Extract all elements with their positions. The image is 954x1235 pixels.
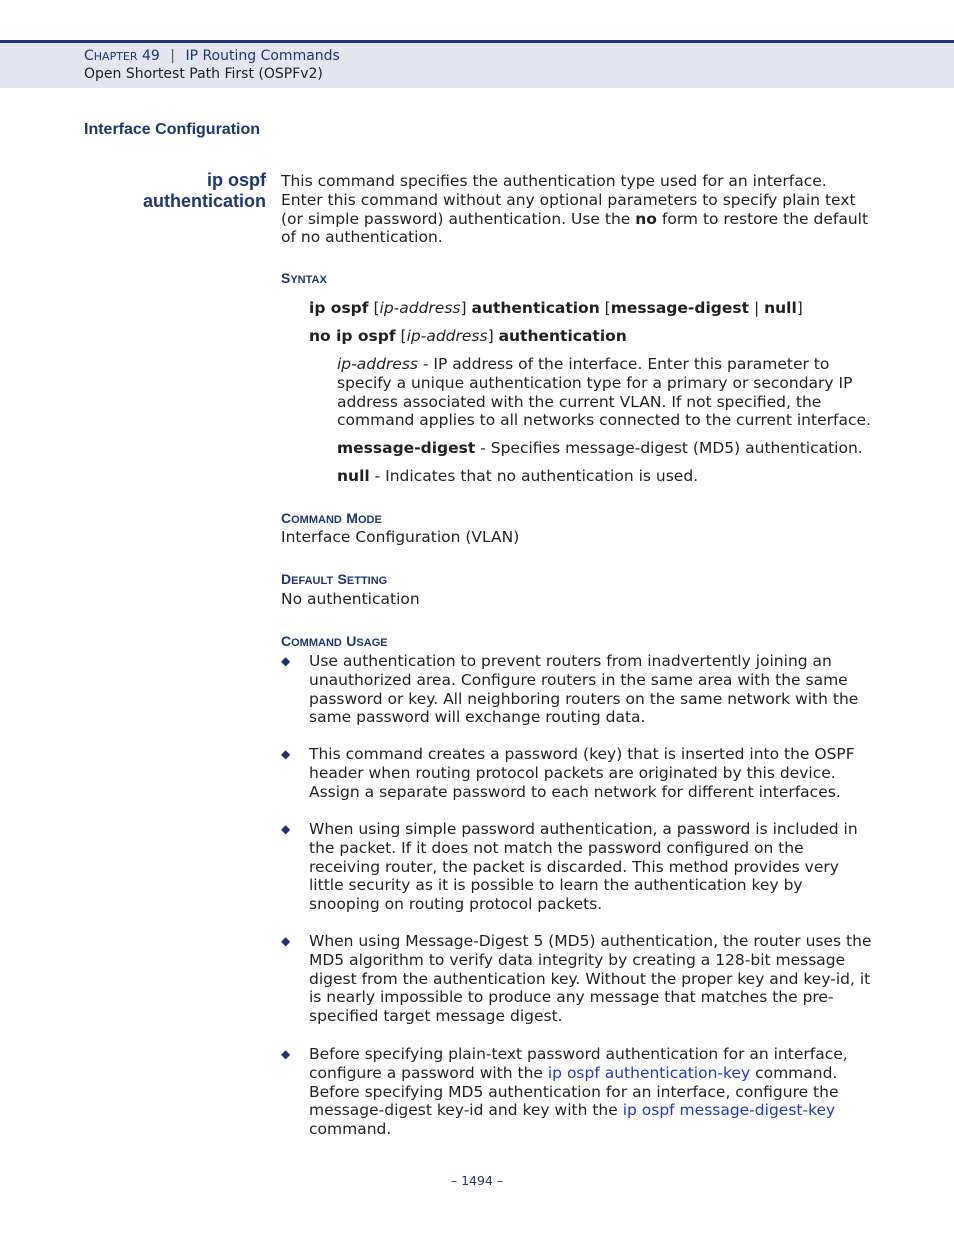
param-null xyxy=(337,467,877,486)
heading-rest: OMMAND xyxy=(291,514,342,526)
heading-initial: S xyxy=(337,571,347,587)
command-mode-value: Interface Configuration (VLAN) xyxy=(281,528,520,546)
command-name-line2: authentication xyxy=(142,191,266,211)
running-header xyxy=(0,40,954,88)
diamond-bullet-icon: ◆ xyxy=(281,654,291,668)
usage-bullet-text: Use authentication to prevent routers from inadvertently joining an unauthorized area. Configure routers in the same area with the same password or key. All neighboring routers on the same network with the same password will exchange routing data. xyxy=(309,652,859,727)
diamond-bullet-icon: ◆ xyxy=(281,1047,291,1061)
param-desc: - IP address of the interface. Enter this parameter to specify a unique authentication type for a primary or secondary IP address associated with the current VLAN. If not specified, the command applies to all networks connected to the current interface. xyxy=(337,355,871,430)
usage-bullet-text: When using Message-Digest 5 (MD5) authentication, the router uses the MD5 algorithm to verify data integrity by creating a 128-bit message digest from the authentication key. Without the proper key and key-id, it is nearly impossible to produce any message that matches the pre-specified target message digest. xyxy=(309,932,872,1026)
section-subtitle: Open Shortest Path First (OSPFv2) xyxy=(84,66,323,82)
param-desc: - Specifies message-digest (MD5) authentication. xyxy=(475,439,863,457)
param-desc: - Indicates that no authentication is used. xyxy=(369,467,699,485)
command-mode-heading xyxy=(281,510,382,528)
heading-initial: C xyxy=(281,510,292,526)
bracket: ] xyxy=(796,299,803,317)
heading-initial: D xyxy=(281,571,292,587)
page-number: – 1494 – xyxy=(450,1173,504,1188)
syntax-option: null xyxy=(764,299,797,317)
syntax-option: message-digest xyxy=(610,299,750,317)
description-text-end: form to restore the default of no authentication. xyxy=(281,209,869,247)
param-name: ip-address xyxy=(337,355,418,373)
bracket: [ xyxy=(368,299,380,317)
syntax-heading xyxy=(281,270,327,288)
command-name xyxy=(66,170,266,212)
usage-text: command. xyxy=(309,1120,392,1139)
usage-bullet-text: When using simple password authentication, a password is included in the packet. If it does not match the password configured on the receiving router, the packet is discarded. This method provides very little security as it is possible to learn the authentication key by snooping on routing protocol packets. xyxy=(309,820,858,914)
description-bold: no xyxy=(635,209,657,228)
link-ip-ospf-authentication-key[interactable]: ip ospf authentication-key xyxy=(547,1063,751,1082)
param-ip-address xyxy=(337,355,877,430)
param-name: null xyxy=(337,467,370,485)
usage-bullet-text xyxy=(309,1045,875,1139)
syntax-keyword: authentication xyxy=(498,327,627,345)
usage-text: command. Before specifying MD5 authentication for an interface, configure the message-digest key-id and key with the xyxy=(309,1063,839,1120)
chapter-prefix-big: C xyxy=(84,48,94,64)
bracket: [ xyxy=(599,299,611,317)
chapter-line xyxy=(84,48,340,64)
diamond-bullet-icon: ◆ xyxy=(281,934,291,948)
heading-initial: U xyxy=(346,633,357,649)
syntax-keyword: authentication xyxy=(471,299,600,317)
heading-rest: ODE xyxy=(357,514,382,526)
param-message-digest xyxy=(337,439,877,458)
chapter-prefix-small: HAPTER xyxy=(93,50,138,63)
default-setting-value: No authentication xyxy=(281,590,420,608)
command-name-line1: ip ospf xyxy=(207,170,266,190)
heading-initial: M xyxy=(346,510,358,526)
chapter-number: 49 xyxy=(141,48,160,64)
syntax-line-1 xyxy=(309,299,803,317)
heading-rest: SAGE xyxy=(356,637,388,649)
bracket: ] xyxy=(460,299,472,317)
link-ip-ospf-message-digest-key[interactable]: ip ospf message-digest-key xyxy=(622,1101,836,1120)
syntax-heading-rest: YNTAX xyxy=(290,274,327,286)
syntax-cmd: no ip ospf xyxy=(309,327,396,345)
section-title: Interface Configuration xyxy=(84,121,261,138)
description-text: This command specifies the authentication type used for an interface. Enter this command without any optional parameters to specify plain text (or simple password) authentication. Use the xyxy=(281,172,856,228)
bracket: [ xyxy=(395,327,407,345)
usage-text: Before specifying plain-text password authentication for an interface, configure a password with the xyxy=(309,1045,848,1082)
syntax-cmd: ip ospf xyxy=(309,299,369,317)
syntax-heading-initial: S xyxy=(281,270,291,286)
syntax-line-2 xyxy=(309,327,627,345)
default-setting-heading xyxy=(281,571,387,589)
syntax-arg: ip-address xyxy=(379,299,461,317)
header-separator: | xyxy=(170,48,175,64)
heading-rest: EFAULT xyxy=(291,575,334,587)
pipe: | xyxy=(749,299,765,317)
param-name: message-digest xyxy=(337,439,476,457)
heading-rest: ETTING xyxy=(346,575,388,587)
diamond-bullet-icon: ◆ xyxy=(281,822,291,836)
diamond-bullet-icon: ◆ xyxy=(281,747,291,761)
bracket: ] xyxy=(487,327,499,345)
chapter-title: IP Routing Commands xyxy=(185,48,340,64)
command-description xyxy=(281,172,873,247)
heading-rest: OMMAND xyxy=(291,637,342,649)
heading-initial: C xyxy=(281,633,292,649)
usage-bullet-text: This command creates a password (key) that is inserted into the OSPF header when routing protocol packets are originated by this device. Assign a separate password to each network for different interfaces. xyxy=(309,745,855,801)
command-usage-heading xyxy=(281,633,388,651)
syntax-arg: ip-address xyxy=(406,327,488,345)
